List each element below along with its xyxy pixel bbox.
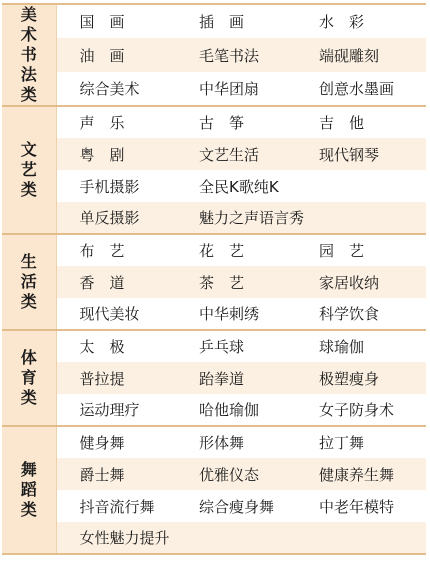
table-row [2,298,426,330]
course-item: 抖音流行舞 [56,490,176,522]
course-item: 综合瘦身舞 [176,490,296,522]
course-item: 全民K歌纯K [176,170,426,202]
course-item: 香 道 [56,266,176,298]
course-item: 现代美妆 [56,298,176,330]
course-item: 单反摄影 [56,202,176,234]
table-row [2,4,426,38]
category-label: 文艺类 [20,140,37,199]
category-cell [2,234,56,330]
course-item: 女性魅力提升 [56,522,176,554]
course-item: 球瑜伽 [296,330,426,362]
table-row [2,490,426,522]
course-item: 科学饮食 [296,298,426,330]
course-item: 综合美术 [56,72,176,106]
course-item: 运动理疗 [56,394,176,426]
table-row [2,72,426,106]
table-row [2,522,426,554]
table-row [2,458,426,490]
course-item: 吉 他 [296,106,426,138]
category-cell [2,106,56,234]
category-cell [2,426,56,554]
course-item: 古 筝 [176,106,296,138]
category-label: 美术书法类 [20,5,37,104]
table-row [2,426,426,458]
table-row [2,234,426,266]
table-row [2,138,426,170]
table-row [2,38,426,72]
table-row [2,394,426,426]
category-label: 舞蹈类 [20,460,37,519]
course-item: 健身舞 [56,426,176,458]
table-row [2,170,426,202]
course-item: 健康养生舞 [296,458,426,490]
course-item: 花 艺 [176,234,296,266]
table-row [2,266,426,298]
course-item: 布 艺 [56,234,176,266]
course-item: 端砚雕刻 [296,38,426,72]
course-item: 乒乓球 [176,330,296,362]
table-row [2,106,426,138]
course-item: 国 画 [56,4,176,38]
course-item: 极塑瘦身 [296,362,426,394]
course-item: 文艺生活 [176,138,296,170]
category-cell [2,4,56,106]
course-item [176,522,426,554]
course-item: 太 极 [56,330,176,362]
course-item: 女子防身术 [296,394,426,426]
course-item: 茶 艺 [176,266,296,298]
course-item: 声 乐 [56,106,176,138]
course-item: 优雅仪态 [176,458,296,490]
course-table-body [2,4,426,554]
course-item: 毛笔书法 [176,38,296,72]
course-item: 粤 剧 [56,138,176,170]
course-item: 油 画 [56,38,176,72]
course-item: 中老年模特 [296,490,426,522]
course-item: 插 画 [176,4,296,38]
course-item: 中华刺绣 [176,298,296,330]
table-row [2,362,426,394]
course-item: 水 彩 [296,4,426,38]
category-label: 生活类 [20,252,37,311]
course-item: 魅力之声语言秀 [176,202,426,234]
course-item: 爵士舞 [56,458,176,490]
course-item: 普拉提 [56,362,176,394]
course-item: 中华团扇 [176,72,296,106]
course-item: 园 艺 [296,234,426,266]
category-cell [2,330,56,426]
course-item: 跆拳道 [176,362,296,394]
table-row [2,330,426,362]
course-item: 哈他瑜伽 [176,394,296,426]
course-item: 形体舞 [176,426,296,458]
course-item: 创意水墨画 [296,72,426,106]
course-item: 手机摄影 [56,170,176,202]
course-item: 拉丁舞 [296,426,426,458]
table-row [2,202,426,234]
category-label: 体育类 [20,348,37,407]
course-item: 家居收纳 [296,266,426,298]
course-table [2,3,426,555]
course-item: 现代钢琴 [296,138,426,170]
